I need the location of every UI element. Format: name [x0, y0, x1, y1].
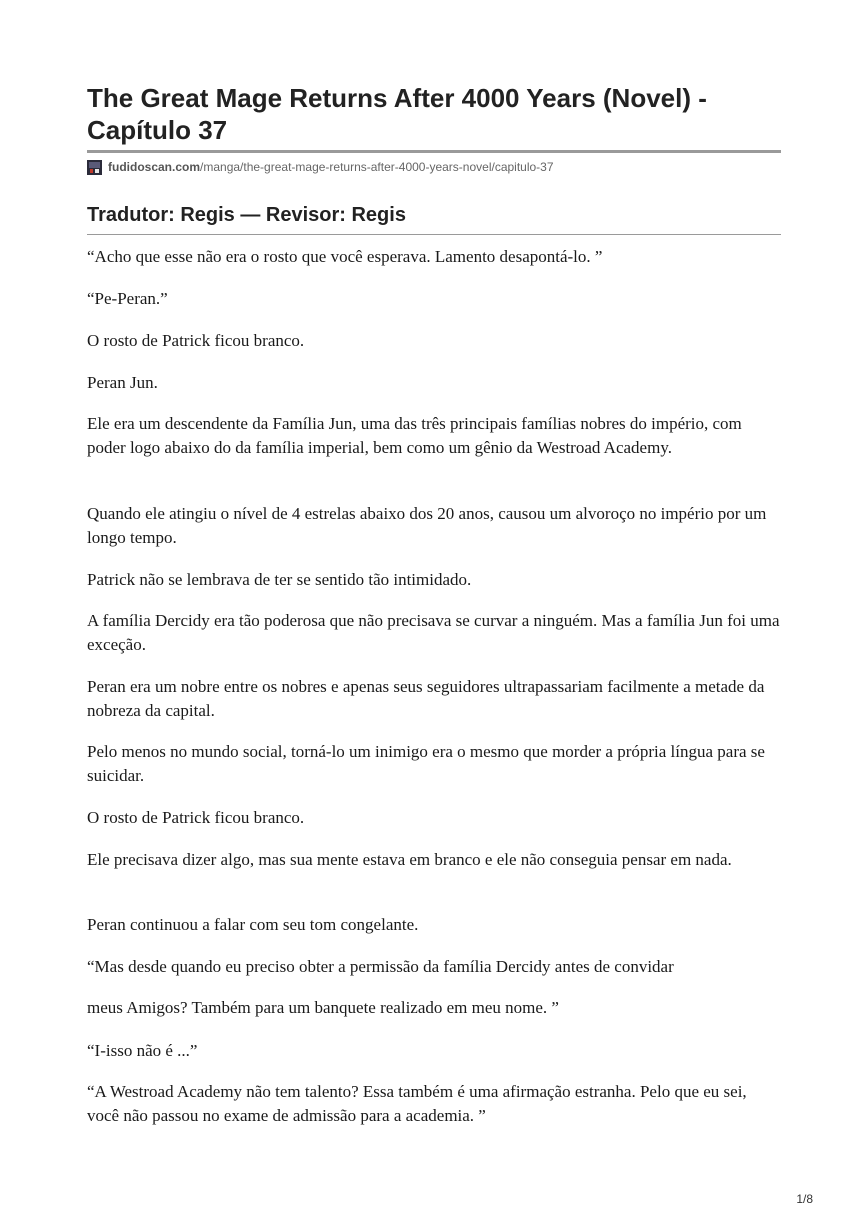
paragraph: “Acho que esse não era o rosto que você esperava. Lamento desapontá-lo. ”	[87, 247, 603, 266]
subheading-divider	[87, 234, 781, 235]
source-url[interactable]	[87, 158, 554, 176]
translator-credits: Tradutor: Regis — Revisor: Regis	[87, 204, 406, 226]
page-number: 1/8	[796, 1192, 813, 1206]
site-favicon-icon	[87, 160, 102, 175]
paragraph: Peran Jun.	[87, 373, 158, 392]
paragraph: meus Amigos? Também para um banquete realizado em meu nome. ”	[87, 998, 559, 1017]
url-path: /manga/the-great-mage-returns-after-4000-years-novel/capitulo-37	[200, 160, 554, 174]
url-domain: fudidoscan.com	[108, 160, 201, 174]
paragraph: “A Westroad Academy não tem talento? Essa também é uma afirmação estranha. Pelo que eu sei, você não passou no exame de admissão para a academia. ”	[87, 1082, 747, 1125]
paragraph: Ele era um descendente da Família Jun, uma das três principais famílias nobres do império, com poder logo abaixo do da família imperial, bem como um gênio da Westroad Academy.	[87, 414, 742, 457]
paragraph: Pelo menos no mundo social, torná-lo um inimigo era o mesmo que morder a própria língua para se suicidar.	[87, 742, 765, 785]
paragraph: Patrick não se lembrava de ter se sentido tão intimidado.	[87, 570, 472, 589]
paragraph: Peran continuou a falar com seu tom congelante.	[87, 915, 419, 934]
paragraph: O rosto de Patrick ficou branco.	[87, 331, 305, 350]
paragraph: “Pe-Peran.”	[87, 289, 168, 308]
paragraph: A família Dercidy era tão poderosa que não precisava se curvar a ninguém. Mas a família Jun foi uma exceção.	[87, 611, 780, 654]
paragraph: “Mas desde quando eu preciso obter a permissão da família Dercidy antes de convidar	[87, 957, 674, 976]
paragraph: “I-isso não é ...”	[87, 1041, 198, 1060]
paragraph: Ele precisava dizer algo, mas sua mente estava em branco e ele não conseguia pensar em nada.	[87, 850, 732, 869]
paragraph: Quando ele atingiu o nível de 4 estrelas abaixo dos 20 anos, causou um alvoroço no império por um longo tempo.	[87, 504, 767, 547]
paragraph: Peran era um nobre entre os nobres e apenas seus seguidores ultrapassariam facilmente a metade da nobreza da capital.	[87, 677, 765, 720]
title-divider	[87, 150, 781, 153]
paragraph: O rosto de Patrick ficou branco.	[87, 808, 305, 827]
document-title: The Great Mage Returns After 4000 Years (Novel) - Capítulo 37	[87, 83, 707, 145]
